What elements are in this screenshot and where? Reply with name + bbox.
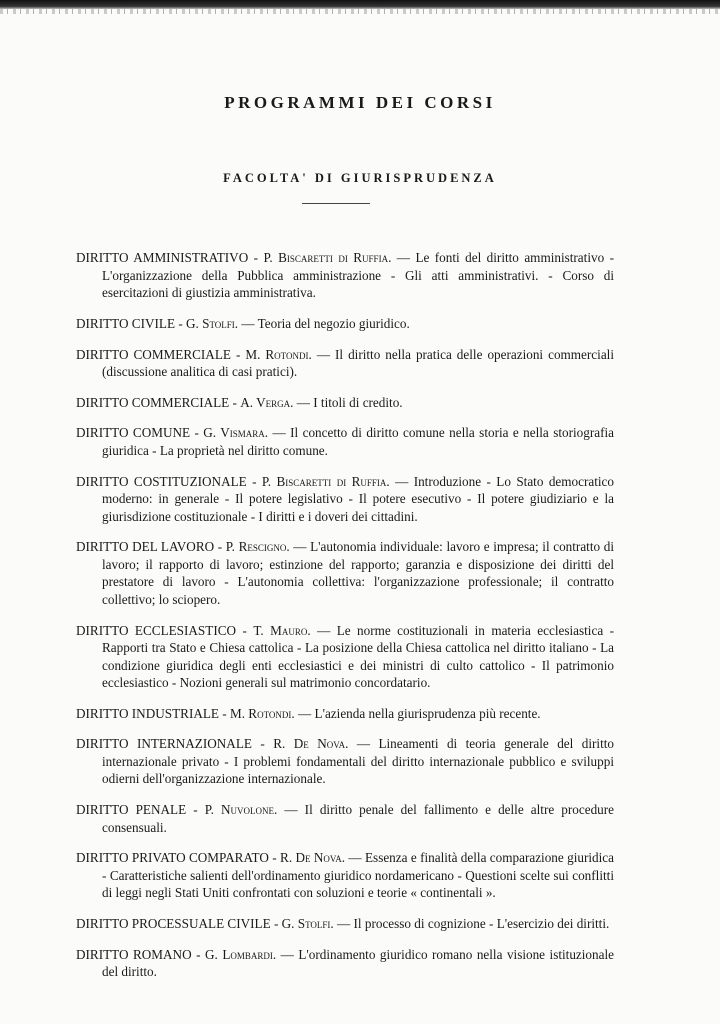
course-subject: DIRITTO INDUSTRIALE	[76, 705, 219, 721]
course-description: L'azienda nella giurisprudenza più recente.	[314, 705, 541, 721]
course-professor: G. Stolfi.	[281, 915, 334, 931]
faculty-heading: FACOLTA' DI GIURISPRUDENZA	[223, 171, 497, 185]
course-professor: M. Rotondi.	[229, 705, 295, 721]
course-subject: DIRITTO INTERNAZIONALE	[76, 736, 252, 752]
course-professor: G. Vismara.	[203, 425, 269, 441]
course-description: L'ordinamento giuridico romano nella visione istituzionale del diritto.	[102, 946, 614, 980]
course-description: Il diritto nella pratica delle operazioni commerciali (discussione analitica di casi pratici).	[102, 346, 615, 380]
course-subject: DIRITTO DEL LAVORO	[76, 539, 215, 555]
course-entry: DIRITTO INTERNAZIONALE - R. De Nova. — Lineamenti di teoria generale del diritto internazionale privato - I problemi fondamentali del diritto internazionale pubblico e sviluppi odierni dell'organizzazione internazionale.	[76, 736, 614, 787]
course-description: L'autonomia individuale: lavoro e impresa; il contratto di lavoro; il rapporto di lavoro; estinzione del rapporto; garanzia e disposizione dei diritti del prestatore di lavoro - L'autonomia collettiva: l'organizzazione professionale; il contratto collettivo; lo sciopero.	[102, 539, 614, 607]
course-entry: DIRITTO AMMINISTRATIVO - P. Biscaretti di Ruffia. — Le fonti del diritto amministrativo - L'organizzazione della Pubblica amministrazione - Gli atti amministrativi. - Corso di esercitazioni di giustizia amministrativa.	[76, 250, 615, 301]
course-description: I titoli di credito.	[313, 394, 403, 410]
course-professor: R. De Nova.	[273, 736, 349, 752]
course-entry: DIRITTO COMMERCIALE - M. Rotondi. — Il diritto nella pratica delle operazioni commerciali (discussione analitica di casi pratici).	[76, 346, 615, 380]
course-entry: DIRITTO INDUSTRIALE - M. Rotondi. — L'azienda nella giurisprudenza più recente.	[76, 705, 541, 721]
course-description: Le norme costituzionali in materia ecclesiastica - Rapporti tra Stato e Chiesa cattolica - La posizione della Chiesa cattolica nel diritto italiano - La condizione giuridica degli enti ecclesiastici e dei ministri di culto cattolico - Il patrimonio ecclesiastico - Nozioni generali sul matrimonio concordatario.	[102, 622, 614, 690]
course-professor: P. Rescigno.	[225, 539, 290, 555]
course-professor: T. Mauro.	[253, 622, 311, 638]
course-description: Le fonti del diritto amministrativo - L'organizzazione della Pubblica amministrazione - Gli atti amministrativi. - Corso di esercitazioni di giustizia amministrativa.	[102, 250, 615, 301]
course-professor: P. Nuvolone.	[204, 802, 278, 818]
course-description: Lineamenti di teoria generale del diritto internazionale privato - I problemi fondamentali del diritto internazionale pubblico e sviluppi odierni dell'organizzazione internazionale.	[102, 736, 614, 787]
page-title: PROGRAMMI DEI CORSI	[224, 93, 496, 112]
course-entry: DIRITTO PROCESSUALE CIVILE - G. Stolfi. — Il processo di cognizione - L'esercizio dei diritti.	[76, 915, 610, 931]
course-description: Il processo di cognizione - L'esercizio dei diritti.	[353, 915, 610, 931]
course-subject: DIRITTO COMMERCIALE	[76, 346, 231, 362]
course-entry: DIRITTO DEL LAVORO - P. Rescigno. — L'autonomia individuale: lavoro e impresa; il contratto di lavoro; il rapporto di lavoro; estinzione del rapporto; garanzia e disposizione dei diritti del prestatore di lavoro - L'autonomia collettiva: l'organizzazione professionale; il contratto collettivo; lo sciopero.	[76, 539, 614, 607]
course-entry: DIRITTO ECCLESIASTICO - T. Mauro. — Le norme costituzionali in materia ecclesiastica - Rapporti tra Stato e Chiesa cattolica - La posizione della Chiesa cattolica nel diritto italiano - La condizione giuridica degli enti ecclesiastici e dei ministri di culto cattolico - Il patrimonio ecclesiastico - Nozioni generali sul matrimonio concordatario.	[76, 622, 614, 690]
course-professor: P. Biscaretti di Ruffia.	[263, 250, 392, 266]
course-entry: DIRITTO COMUNE - G. Vismara. — Il concetto di diritto comune nella storia e nella storiografia giuridica - La proprietà nel diritto comune.	[76, 425, 614, 458]
course-description: Essenza e finalità della comparazione giuridica - Caratteristiche salienti dell'ordinamento giuridico nordamericano - Questioni scelte sui conflitti di leggi negli Stati Uniti confrontati con soluzioni e teorie « continentali ».	[102, 850, 614, 901]
scan-edge	[0, 0, 720, 9]
course-description: Teoria del negozio giuridico.	[257, 315, 410, 331]
course-subject: DIRITTO CIVILE	[76, 315, 176, 331]
course-entry: DIRITTO CIVILE - G. Stolfi. — Teoria del negozio giuridico.	[76, 315, 410, 331]
course-subject: DIRITTO AMMINISTRATIVO	[76, 250, 249, 266]
course-description: Il diritto penale del fallimento e delle altre procedure consensuali.	[102, 802, 615, 835]
course-subject: DIRITTO COMUNE	[76, 425, 191, 441]
course-professor: A. Verga.	[240, 394, 294, 410]
course-professor: M. Rotondi.	[245, 346, 312, 362]
course-entry: DIRITTO COMMERCIALE - A. Verga. — I titoli di credito.	[76, 394, 403, 410]
divider	[302, 203, 370, 204]
course-entry: DIRITTO ROMANO - G. Lombardi. — L'ordinamento giuridico romano nella visione istituzionale del diritto.	[76, 946, 614, 980]
course-subject: DIRITTO ECCLESIASTICO	[76, 622, 237, 638]
course-entry: DIRITTO COSTITUZIONALE - P. Biscaretti di Ruffia. — Introduzione - Lo Stato democratico moderno: in generale - Il potere legislativo - Il potere esecutivo - Il potere giudiziario e la giurisdizione costituzionale - I diritti e i doveri dei cittadini.	[76, 473, 614, 524]
course-description: Il concetto di diritto comune nella storia e nella storiografia giuridica - La proprietà nel diritto comune.	[102, 425, 614, 458]
course-professor: R. De Nova.	[280, 850, 346, 866]
course-entry: DIRITTO PRIVATO COMPARATO - R. De Nova. — Essenza e finalità della comparazione giuridica - Caratteristiche salienti dell'ordinamento giuridico nordamericano - Questioni scelte sui conflitti di leggi negli Stati Uniti confrontati con soluzioni e teorie « continentali ».	[76, 850, 614, 901]
course-professor: P. Biscaretti di Ruffia.	[261, 473, 390, 489]
course-subject: DIRITTO PROCESSUALE CIVILE	[76, 915, 271, 931]
course-professor: G. Stolfi.	[186, 315, 239, 331]
course-entry: DIRITTO PENALE - P. Nuvolone. — Il diritto penale del fallimento e delle altre procedure consensuali.	[76, 802, 615, 835]
course-professor: G. Lombardi.	[205, 946, 277, 962]
course-subject: DIRITTO COSTITUZIONALE	[76, 473, 247, 489]
course-subject: DIRITTO PRIVATO COMPARATO	[76, 850, 269, 866]
course-subject: DIRITTO ROMANO	[76, 946, 192, 962]
course-subject: DIRITTO PENALE	[76, 802, 187, 818]
course-subject: DIRITTO COMMERCIALE	[76, 394, 230, 410]
course-description: Introduzione - Lo Stato democratico moderno: in generale - Il potere legislativo - Il potere esecutivo - Il potere giudiziario e la giurisdizione costituzionale - I diritti e i doveri dei cittadini.	[102, 473, 614, 524]
course-list	[76, 236, 614, 991]
